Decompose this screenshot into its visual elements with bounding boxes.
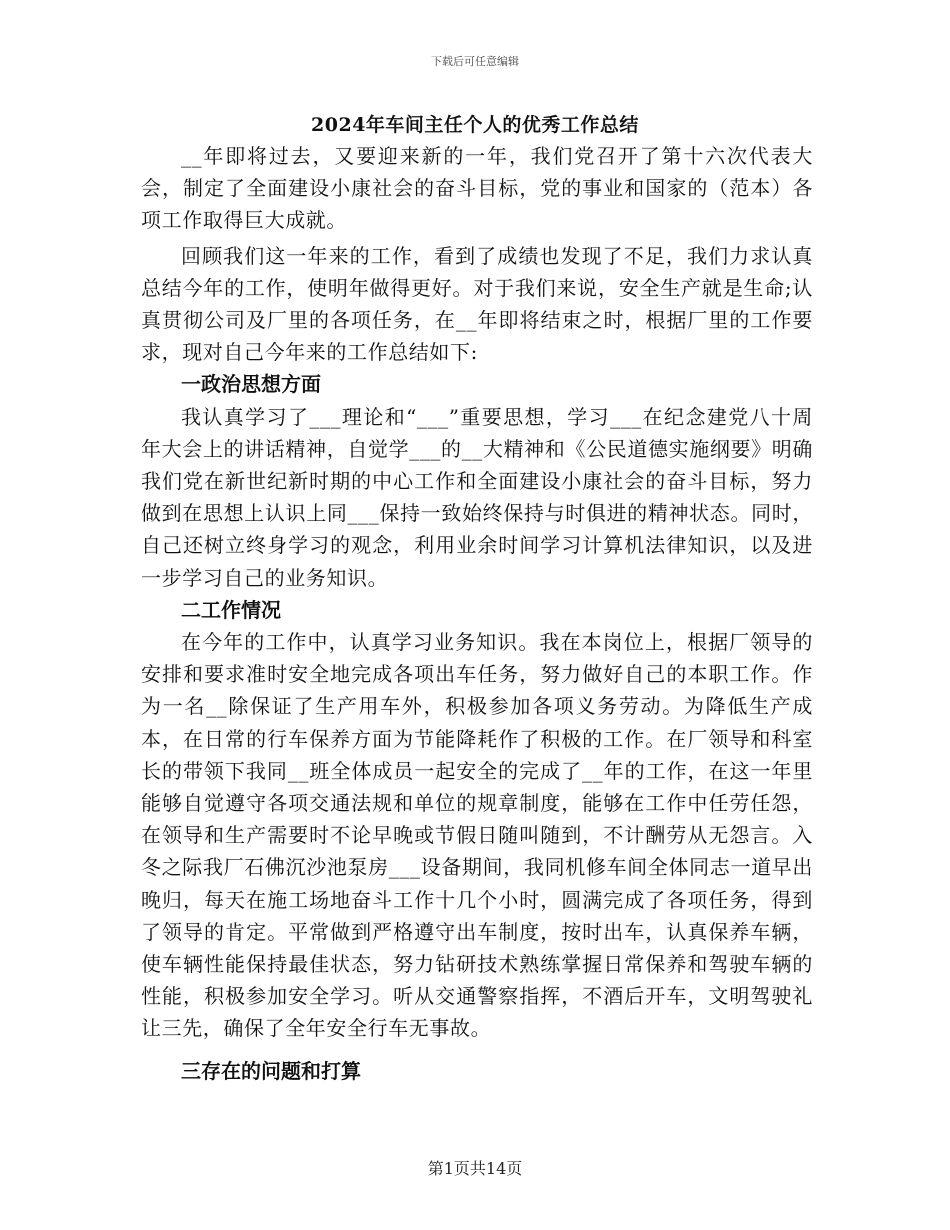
paragraph-political: 我认真学习了___理论和“___”重要思想，学习___在纪念建党八十周年大会上的讲话精神，自觉学___的__大精神和《公民道德实施纲要》明确我们党在新世纪新时期的中心工作和全面建设小康社会的奋斗目标，努力做到在思想上认识上同___保持一致始终保持与时俱进的精神状态。同时，自己还树立终身学习的观念，利用业余时间学习计算机法律知识，以及进一步学习自己的业务知识。: [141, 404, 813, 590]
paragraph-work: 在今年的工作中，认真学习业务知识。我在本岗位上，根据厂领导的安排和要求准时安全地完成各项出车任务，努力做好自己的本职工作。作为一名__除保证了生产用车外，积极参加各项义务劳动。为降低生产成本，在日常的行车保养方面为节能降耗作了积极的工作。在厂领导和科室长的带领下我同__班全体成员一起安全的完成了__年的工作，在这一年里能够自觉遵守各项交通法规和单位的规章制度，能够在工作中任劳任怨，在领导和生产需要时不论早晚或节假日随叫随到，不计酬劳从无怨言。入冬之际我厂石佛沉沙池泵房___设备期间，我同机修车间全体同志一道早出晚归，每天在施工场地奋斗工作十几个小时，圆满完成了各项任务，得到了领导的肯定。平常做到严格遵守出车制度，按时出车，认真保养车辆，使车辆性能保持最佳状态，努力钻研技术熟练掌握日常保养和驾驶车辆的性能，积极参加安全学习。听从交通警察指挥，不酒后开车，文明驾驶礼让三先，确保了全年安全行车无事故。: [141, 630, 813, 1041]
paragraph-intro: __年即将过去，又要迎来新的一年，我们党召开了第十六次代表大会，制定了全面建设小康社会的奋斗目标，党的事业和国家的（范本）各项工作取得巨大成就。: [141, 144, 813, 233]
section-heading-political: 一政治思想方面: [181, 372, 321, 397]
page-number: 第1页共14页: [427, 1159, 523, 1178]
document-title: 2024年车间主任个人的优秀工作总结: [311, 114, 639, 136]
section-heading-problems: 三存在的问题和打算: [181, 1058, 361, 1083]
document-body: [141, 140, 813, 1087]
page-header-note: 下载后可任意编辑: [431, 55, 519, 68]
section-heading-work: 二工作情况: [181, 597, 281, 622]
paragraph-review: 回顾我们这一年来的工作，看到了成绩也发现了不足，我们力求认真总结今年的工作，使明年做得更好。对于我们来说，安全生产就是生命;认真贯彻公司及厂里的各项任务，在__年即将结束之时，根据厂里的工作要求，现对自己今年来的工作总结如下:: [141, 243, 813, 365]
